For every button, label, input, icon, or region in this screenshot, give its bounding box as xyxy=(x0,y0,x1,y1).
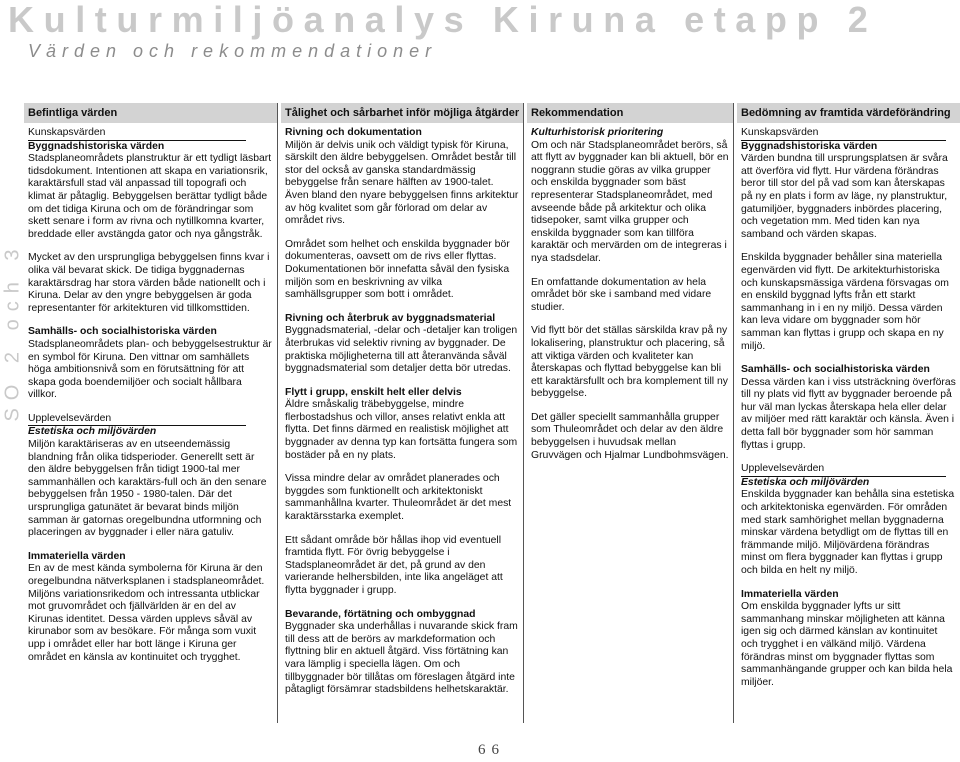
document-title: Kulturmiljöanalys Kiruna etapp 2 xyxy=(8,0,878,40)
paragraph: Miljön är delvis unik och väldigt typisk för Kiruna, särskilt den äldre bebyggelsen. Området består till stor del också av ganska standardmässig bebyggelse från senare hälften av 1900-talet. Även bland den nyare bebyggelsen finns arkitektur av hög kvalitet som går förlorad om delar av området rivs. xyxy=(285,139,519,227)
page-number: 66 xyxy=(478,742,505,758)
paragraph: Äldre småskalig träbebyggelse, mindre flerbostadshus och villor, anses relativt enkla att flytta. Det finns därmed en realistisk möjlighet att byggnader av denna typ kan fortsätta fungera som bostäder på en ny plats. xyxy=(285,399,518,461)
section-heading: Kunskapsvärden xyxy=(741,127,946,141)
paragraph: En omfattande dokumentation av hela området bör ske i samband med vidare studier. xyxy=(531,276,712,313)
paragraph: Ett sådant område bör hållas ihop vid eventuell framtida flytt. För övrig bebyggelse i Stadsplaneområdet är det, på grund av den varierande helhersbilden, inte lika angeläget att flytta byggnader i grupp. xyxy=(285,534,503,596)
subsection-heading: Samhälls- och socialhistoriska värden xyxy=(741,364,930,376)
paragraph: Om enskilda byggnader lyfts ur sitt sammanhang minskar möjligheten att känna igen sig och därmed känslan av kontinuitet och trygghet i en välkänd miljö. Värdena förändras minst om byggnader flyttas som sammanhängande grupper och kan bilda hela miljöer. xyxy=(741,601,953,688)
subsection-heading: Samhälls- och socialhistoriska värden xyxy=(28,326,217,338)
subsection-heading: Immateriella värden xyxy=(741,588,839,600)
column-divider xyxy=(523,103,524,723)
column-resilience xyxy=(281,125,523,723)
column-header-current-values: Befintliga värden xyxy=(24,103,277,123)
subsection-heading: Rivning och dokumentation xyxy=(285,127,422,138)
subsection-heading: Rivning och återbruk av byggnadsmaterial xyxy=(285,312,496,324)
subsection-heading: Estetiska och miljövärden xyxy=(741,476,870,488)
subsection-heading: Byggnadshistoriska värden xyxy=(741,140,878,152)
section-heading: Upplevelsevärden xyxy=(741,463,946,477)
subsection-heading: Kulturhistorisk prioritering xyxy=(531,127,664,138)
subsection-heading: Bevarande, förtätning och ombyggnad xyxy=(285,608,476,620)
paragraph: Dessa värden kan i viss utsträckning överföras till ny plats vid flytt av byggnader beroende på hur väl man lyckas återskapa hela eller delar av miljöer med rätt karaktär och känsla. Även i detta fall bör byggnader som hör samman flyttas i grupp. xyxy=(741,376,956,451)
paragraph: Området som helhet och enskilda byggnader bör dokumenteras, oavsett om de rivs eller flyttas. Dokumentationen bör innefatta såväl den fysiska miljön som en beskrivning av vilka samhällsgrupper som bott i området. xyxy=(285,238,510,301)
document-subtitle: Värden och rekommendationer xyxy=(28,41,438,61)
paragraph: En av de mest kända symbolerna för Kiruna är den oregelbundna nätverksplanen i stadsplaneområdet. Miljöns variationsrikedom och intressanta utblickar mot gruvområdet och fjällvärlden är en del av Kirunas identitet. Dessa värden upplevs såväl av kirunabor som av besökare. För många som vuxit upp i området eller har bott länge i Kiruna ger området en känsla av kontinuitet och trygghet. xyxy=(28,563,265,663)
paragraph: Enskilda byggnader behåller sina materiella egenvärden vid flytt. De arkitekturhistoriska och kunskapsmässiga värdena försvagas om en enskild byggnad lyfts från ett starkt sammanhang in i en ny miljö. Dessa värden kan leva vidare om byggnader som hör samman kan flyttas i grupp och skapa en ny miljö. xyxy=(741,252,949,352)
subsection-heading: Flytt i grupp, enskilt helt eller delvis xyxy=(285,386,462,398)
column-future-assessment xyxy=(737,125,960,723)
paragraph: Stadsplaneområdets planstruktur är ett tydligt läsbart tidsdokument. Intentionen att skapa en variationsrik, karaktärsfull stad väl anpassad till topografi och klimat är påtaglig. Bebyggelsen berättar tydligt både om det tidiga Kiruna och om de förändringar som skett senare i form av rivna och nytillkomna kvarter, breddade eller avstängda gator och nya gångstråk. xyxy=(28,153,272,240)
paragraph: Stadsplaneområdets plan- och bebyggelsestruktur är en symbol för Kiruna. Den vittnar om samhällets höga ambitionsnivå som en förutsättning för att skapa goda boendemiljöer och socialt hållbara villkor. xyxy=(28,338,272,401)
paragraph: Värden bundna till ursprungsplatsen är svåra att överföra vid flytt. Hur värdena förändras beror till stor del på vad som kan återskapas på ny en plats i form av läge, ny planstruktur, gatumiljöer, byggnaders inbördes placering, och vegetation mm. Med tiden kan nya samband och värden skapas. xyxy=(741,153,948,240)
paragraph: Om och när Stadsplaneområdet berörs, så att flytt av byggnader kan bli aktuell, bör en noggrann studie göras av vilka grupper och enskilda byggnader som bäst representerar Stadsplaneområdet, med avseende både på arkitektur och olika tidsepoker, samt vilka grupper och enskilda byggnader som kan tillföra karaktär och mervärden om de integreras i nya stadsdelar. xyxy=(531,139,729,264)
section-heading: Kunskapsvärden xyxy=(28,127,246,141)
paragraph: Byggnader ska underhållas i nuvarande skick fram till dess att de berörs av markdeformation och flyttning blir en aktuell åtgärd. Viss förtätning kan vara lämplig i speciella lägen. Om och tillbyggnader bör tillåtas om föreslagen åtgärd inte påtagligt försämrar stadsbildens helhetskaraktär. xyxy=(285,621,518,696)
paragraph: Byggnadsmaterial, -delar och -detaljer kan troligen återbrukas vid selektiv rivning av byggnader. De praktiska möjligheterna till att återanvända såväl byggnadsmaterial som detaljer detta bör utredas. xyxy=(285,325,518,375)
subsection-heading: Immateriella värden xyxy=(28,550,126,562)
paragraph: Vid flytt bör det ställas särskilda krav på ny lokalisering, planstruktur och placering, så att viktiga värden och kvaliteter kan återskapas och flyttad bebyggelse kan bli ett karaktärsfullt och bra komplement till ny bebyggelse. xyxy=(531,325,728,400)
paragraph: Mycket av den ursprungliga bebyggelsen finns kvar i olika väl bevarat skick. De tidiga byggnadernas karaktärsdrag har stora värden både nationellt och i Kiruna. Delar av den yngre bebyggelsen är goda representanter för arkitekturen vid tillkomsttiden. xyxy=(28,252,270,314)
paragraph: Det gäller speciellt sammanhålla grupper som Thuleområdet och delar av den äldre bebyggelsen i huvudsak mellan Gruvvägen och Hjalmar Lundbohmsvägen. xyxy=(531,411,729,461)
values-table xyxy=(24,103,960,723)
column-header-future-assessment: Bedömning av framtida värdeförändring xyxy=(737,103,960,123)
column-header-resilience: Tålighet och sårbarhet inför möjliga åtgärder xyxy=(281,103,523,123)
section-heading: Upplevelsevärden xyxy=(28,413,246,427)
paragraph: Vissa mindre delar av området planerades och byggdes som funktionellt och arkitektoniskt sammanhållna kvarter. Thuleområdet är det mest karaktärsstarka exemplet. xyxy=(285,473,512,523)
column-divider xyxy=(733,103,734,723)
paragraph: Miljön karaktäriseras av en utseendemässig blandning från olika tidsperioder. Generellt sett är den äldre bebyggelsen från tidigt 1900-tal mer sammanhällen och karaktärs-full och än den senare bebyggelsen från 1950 - 1980-talen. Där det ursprungliga gatunätet är bevarat binds miljön samman är gatornas oregelbundna utformning och placeringen av byggnader i eller nära gatuliv. xyxy=(28,439,267,539)
subsection-heading: Estetiska och miljövärden xyxy=(28,426,157,438)
side-label-text: SO 2 och 3 xyxy=(1,241,24,422)
column-current-values xyxy=(24,125,277,723)
column-recommendation xyxy=(527,125,733,723)
column-divider xyxy=(277,103,278,723)
paragraph: Enskilda byggnader kan behålla sina estetiska och arkitektoniska egenvärden. För områden med stark samhörighet mellan byggnaderna minskar värdena betydligt om de flyttas till en främmande miljö. Miljövärdena förändras minst om flera byggnader kan flyttas i grupp och bilda en helt ny miljö. xyxy=(741,489,955,576)
subsection-heading: Byggnadshistoriska värden xyxy=(28,140,165,152)
column-header-recommendation: Rekommendation xyxy=(527,103,733,123)
